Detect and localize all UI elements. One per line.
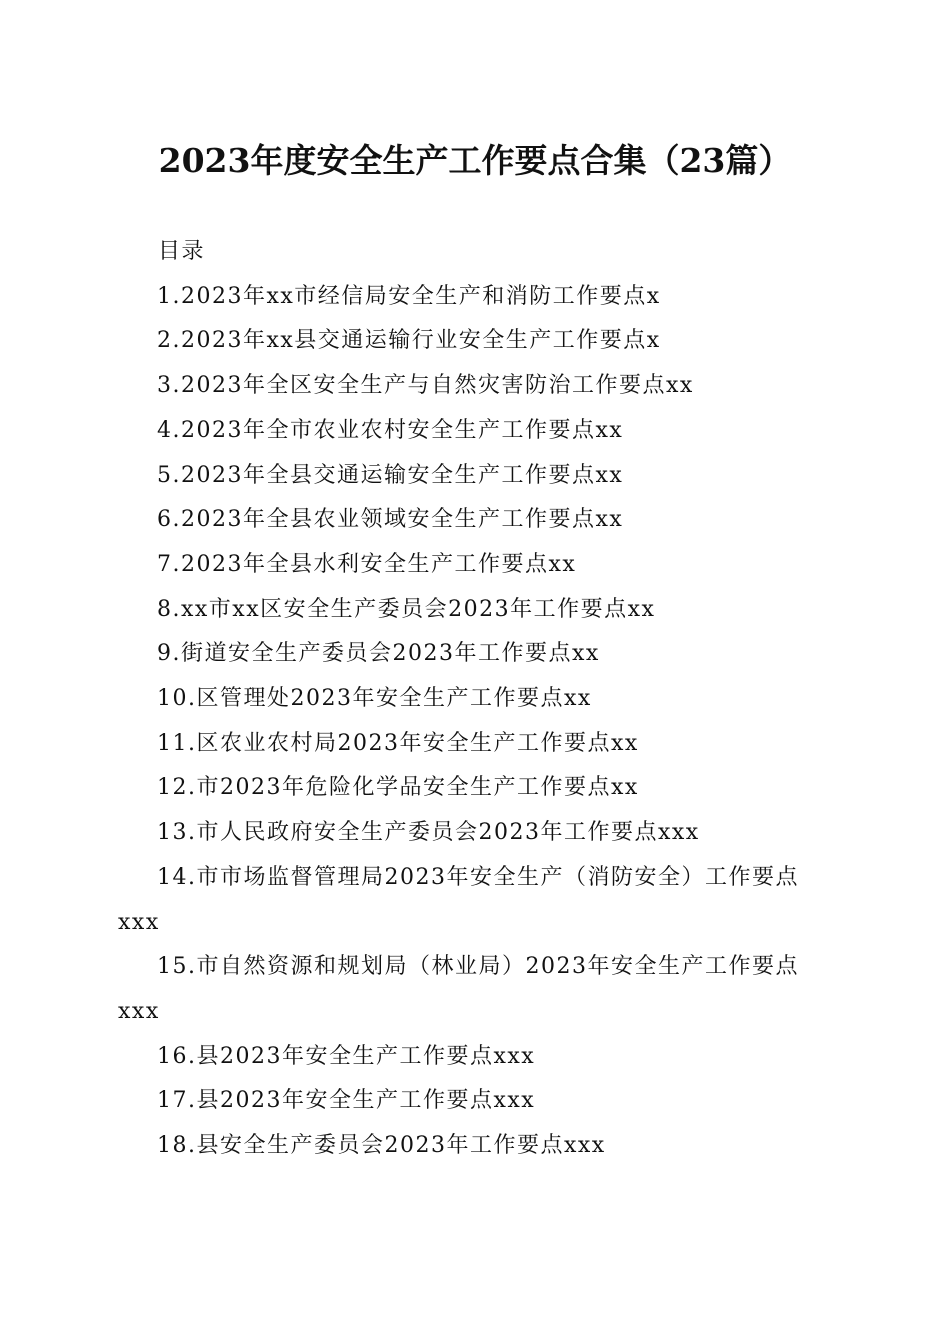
toc-item[interactable]: 14.市市场监督管理局2023年安全生产（消防安全）工作要点xxx <box>118 864 799 935</box>
toc-item[interactable]: 18.县安全生产委员会2023年工作要点xxx <box>157 1133 606 1159</box>
toc-item[interactable]: 4.2023年全市农业农村安全生产工作要点xx <box>157 417 624 443</box>
toc-item[interactable]: 10.区管理处2023年安全生产工作要点xx <box>157 686 592 712</box>
document-title: 2023年度安全生产工作要点合集（23篇） <box>158 141 792 180</box>
toc-item[interactable]: 8.xx市xx区安全生产委员会2023年工作要点xx <box>157 596 656 622</box>
toc-item[interactable]: 6.2023年全县农业领域安全生产工作要点xx <box>157 507 624 533</box>
toc-item[interactable]: 17.县2023年安全生产工作要点xxx <box>157 1088 536 1114</box>
toc-item[interactable]: 16.县2023年安全生产工作要点xxx <box>157 1043 536 1069</box>
toc-item[interactable]: 7.2023年全县水利安全生产工作要点xx <box>157 551 577 577</box>
toc-item[interactable]: 1.2023年xx市经信局安全生产和消防工作要点x <box>157 283 661 309</box>
table-of-contents <box>118 230 828 1169</box>
toc-item[interactable]: 15.市自然资源和规划局（林业局）2023年安全生产工作要点xxx <box>118 954 799 1024</box>
toc-item[interactable]: 3.2023年全区安全生产与自然灾害防治工作要点xx <box>157 373 694 399</box>
toc-item[interactable]: 5.2023年全县交通运输安全生产工作要点xx <box>157 462 624 488</box>
toc-item[interactable]: 2.2023年xx县交通运输行业安全生产工作要点x <box>157 328 661 354</box>
toc-item[interactable]: 12.市2023年危险化学品安全生产工作要点xx <box>157 775 639 801</box>
toc-item[interactable]: 11.区农业农村局2023年安全生产工作要点xx <box>157 730 639 756</box>
toc-heading: 目录 <box>158 239 206 264</box>
toc-item[interactable]: 9.街道安全生产委员会2023年工作要点xx <box>157 641 600 667</box>
toc-item[interactable]: 13.市人民政府安全生产委员会2023年工作要点xxx <box>157 820 700 846</box>
